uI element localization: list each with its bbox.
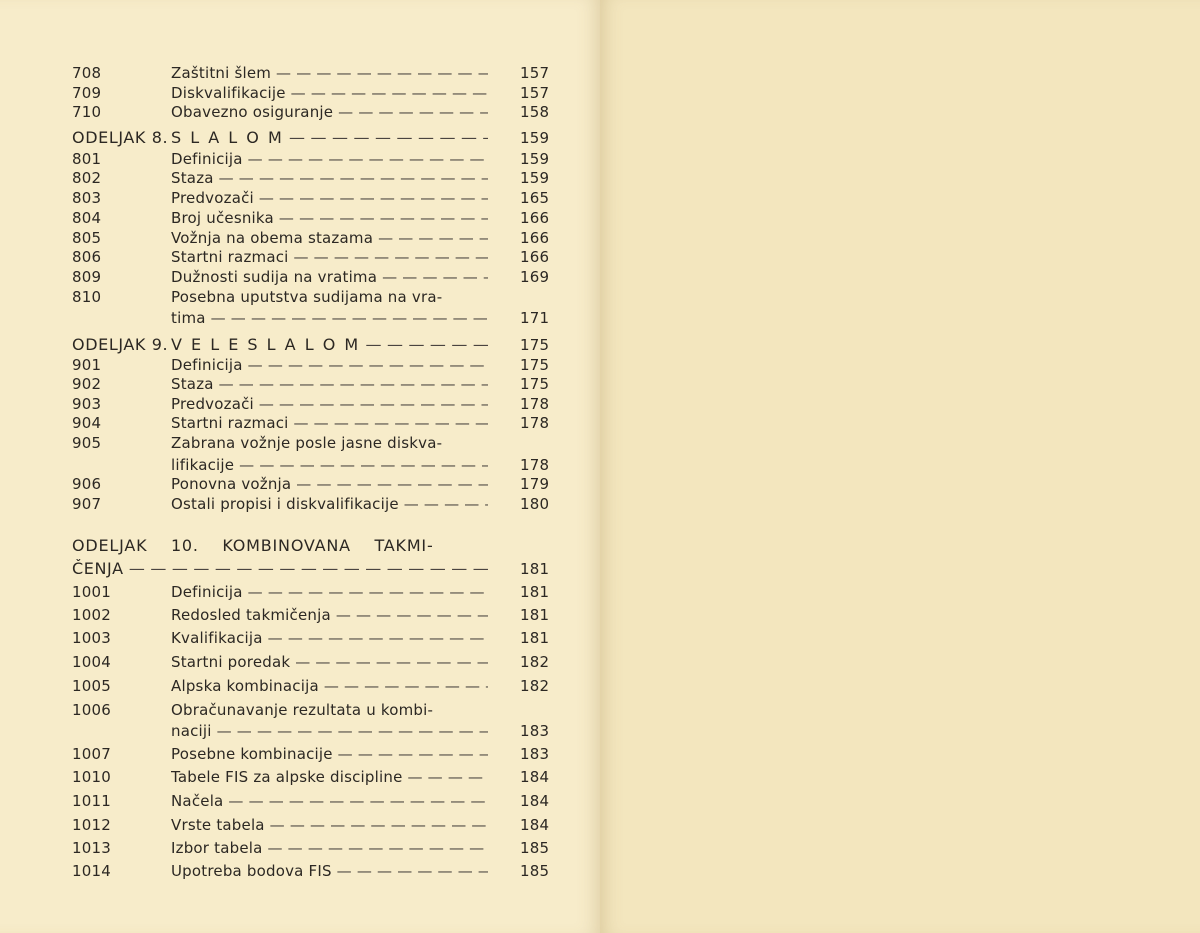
entry-page: 171 — [520, 309, 550, 327]
entry-title: Posebna uputstva sudijama na vra- — [171, 288, 443, 306]
toc-entry — [0, 676, 600, 696]
toc-entry — [0, 474, 600, 494]
entry-page: 181 — [520, 629, 550, 647]
entry-title: Startni razmaci — — — — [171, 247, 488, 267]
entry-number: 902 — [72, 375, 102, 393]
entry-title: Zabrana vožnje posle jasne diskva- — [171, 434, 443, 452]
entry-number: 802 — [72, 169, 102, 187]
entry-number: 903 — [72, 395, 102, 413]
section-heading — [0, 536, 600, 556]
toc-entry — [0, 628, 600, 648]
toc-entry — [0, 188, 600, 208]
toc-entry — [0, 744, 600, 764]
toc-entry — [0, 168, 600, 188]
entry-number: 905 — [72, 434, 102, 452]
toc-entry — [0, 149, 600, 169]
toc-entry — [0, 208, 600, 228]
entry-title: Definicija — — — — [171, 149, 488, 169]
entry-number: 1001 — [72, 583, 111, 601]
entry-page: 169 — [520, 268, 550, 286]
entry-number: 1010 — [72, 768, 111, 786]
toc-entry — [0, 355, 600, 375]
toc-entry-continuation — [0, 455, 600, 475]
section-label: ODELJAK 10. KOMBINOVANA TAKMI- — [72, 536, 434, 555]
entry-title: Obavezno osiguranje — — — — [171, 102, 488, 122]
entry-page: 179 — [520, 475, 550, 493]
entry-title: Dužnosti sudija na vratima — — — — [171, 267, 488, 287]
entry-title: Staza — — — — [171, 168, 488, 188]
entry-number: 1006 — [72, 701, 111, 719]
toc-entry — [0, 102, 600, 122]
entry-title: Ostali propisi i diskvalifikacije — — — — [171, 494, 488, 514]
toc-entry — [0, 861, 600, 881]
entry-page: 178 — [520, 414, 550, 432]
entry-title: Startni razmaci — — — — [171, 413, 488, 433]
entry-page: 166 — [520, 229, 550, 247]
toc-entry — [0, 494, 600, 514]
toc-entry — [0, 838, 600, 858]
section-label: ODELJAK 8. — [72, 128, 169, 147]
entry-number: 906 — [72, 475, 102, 493]
entry-title: Diskvalifikacije — — — — [171, 83, 488, 103]
entry-title: Broj učesnika — — — — [171, 208, 488, 228]
toc-entry-continuation — [0, 308, 600, 328]
section-title-continuation: ČENJA — — — — [72, 559, 488, 579]
entry-number: 809 — [72, 268, 102, 286]
toc-entry — [0, 287, 600, 307]
entry-number: 1003 — [72, 629, 111, 647]
entry-title: Zaštitni šlem — — — — [171, 63, 488, 83]
entry-page: 175 — [520, 375, 550, 393]
entry-title: Redosled takmičenja — — — — [171, 605, 488, 625]
entry-page: 183 — [520, 722, 550, 740]
toc-entry — [0, 374, 600, 394]
entry-title: Vrste tabela — — — — [171, 815, 488, 835]
entry-number: 1012 — [72, 816, 111, 834]
entry-page: 166 — [520, 209, 550, 227]
entry-title: Staza — — — — [171, 374, 488, 394]
entry-title: Izbor tabela — — — — [171, 838, 488, 858]
entry-title: Definicija — — — — [171, 355, 488, 375]
toc-entry — [0, 413, 600, 433]
entry-page: 184 — [520, 768, 550, 786]
entry-page: 178 — [520, 395, 550, 413]
entry-page: 181 — [520, 606, 550, 624]
entry-number: 907 — [72, 495, 102, 513]
entry-number: 709 — [72, 84, 102, 102]
entry-title: Upotreba bodova FIS — — — — [171, 861, 488, 881]
toc-entry-continuation — [0, 721, 600, 741]
entry-title: Predvozači — — — — [171, 188, 488, 208]
entry-page: 185 — [520, 862, 550, 880]
entry-number: 810 — [72, 288, 102, 306]
entry-title: Ponovna vožnja — — — — [171, 474, 488, 494]
section-title: S L A L O M — — — — [171, 128, 488, 148]
toc-entry — [0, 394, 600, 414]
entry-number: 801 — [72, 150, 102, 168]
entry-title: Tabele FIS za alpske discipline — — — — [171, 767, 488, 787]
entry-number: 803 — [72, 189, 102, 207]
entry-number: 1007 — [72, 745, 111, 763]
entry-page: 182 — [520, 677, 550, 695]
toc-entry — [0, 267, 600, 287]
section-title: V E L E S L A L O M — — — — [171, 335, 488, 355]
entry-number: 1011 — [72, 792, 111, 810]
entry-page: 159 — [520, 129, 550, 147]
toc-entry — [0, 767, 600, 787]
entry-page: 181 — [520, 560, 550, 578]
entry-page: 159 — [520, 169, 550, 187]
entry-title: Alpska kombinacija — — — — [171, 676, 488, 696]
entry-page: 178 — [520, 456, 550, 474]
toc-entry — [0, 652, 600, 672]
entry-title: Načela — — — — [171, 791, 488, 811]
entry-page: 184 — [520, 792, 550, 810]
entry-page: 175 — [520, 356, 550, 374]
entry-title: Vožnja na obema stazama — — — — [171, 228, 488, 248]
entry-number: 904 — [72, 414, 102, 432]
entry-title: Obračunavanje rezultata u kombi- — [171, 701, 434, 719]
entry-number: 901 — [72, 356, 102, 374]
entry-page: 185 — [520, 839, 550, 857]
entry-page: 183 — [520, 745, 550, 763]
entry-page: 165 — [520, 189, 550, 207]
entry-title: Posebne kombinacije — — — — [171, 744, 488, 764]
toc-entry — [0, 791, 600, 811]
entry-page: 157 — [520, 84, 550, 102]
entry-page: 182 — [520, 653, 550, 671]
entry-number: 805 — [72, 229, 102, 247]
entry-page: 158 — [520, 103, 550, 121]
toc-entry — [0, 582, 600, 602]
entry-title: Startni poredak — — — — [171, 652, 488, 672]
entry-title-continuation: naciji — — — — [171, 721, 488, 741]
toc-entry — [0, 700, 600, 720]
entry-page: 159 — [520, 150, 550, 168]
entry-number: 1013 — [72, 839, 111, 857]
toc-entry — [0, 83, 600, 103]
toc-entry — [0, 63, 600, 83]
section-heading-continuation — [0, 559, 600, 579]
entry-page: 157 — [520, 64, 550, 82]
entry-title: Predvozači — — — — [171, 394, 488, 414]
entry-title: Definicija — — — — [171, 582, 488, 602]
section-label: ODELJAK 9. — [72, 335, 169, 354]
entry-page: 180 — [520, 495, 550, 513]
toc-entry — [0, 433, 600, 453]
entry-title-continuation: tima — — — — [171, 308, 488, 328]
entry-title-continuation: lifikacije — — — — [171, 455, 488, 475]
entry-number: 1014 — [72, 862, 111, 880]
toc-entry — [0, 605, 600, 625]
toc-entry — [0, 815, 600, 835]
entry-page: 181 — [520, 583, 550, 601]
entry-number: 708 — [72, 64, 102, 82]
entry-number: 806 — [72, 248, 102, 266]
entry-page: 166 — [520, 248, 550, 266]
entry-number: 710 — [72, 103, 102, 121]
entry-number: 1004 — [72, 653, 111, 671]
entry-number: 1005 — [72, 677, 111, 695]
toc-entry — [0, 247, 600, 267]
entry-page: 184 — [520, 816, 550, 834]
entry-number: 1002 — [72, 606, 111, 624]
entry-title: Kvalifikacija — — — — [171, 628, 488, 648]
toc-entry — [0, 228, 600, 248]
right-page-blank — [600, 0, 1200, 933]
entry-number: 804 — [72, 209, 102, 227]
section-heading — [0, 335, 600, 355]
section-heading — [0, 128, 600, 148]
entry-page: 175 — [520, 336, 550, 354]
